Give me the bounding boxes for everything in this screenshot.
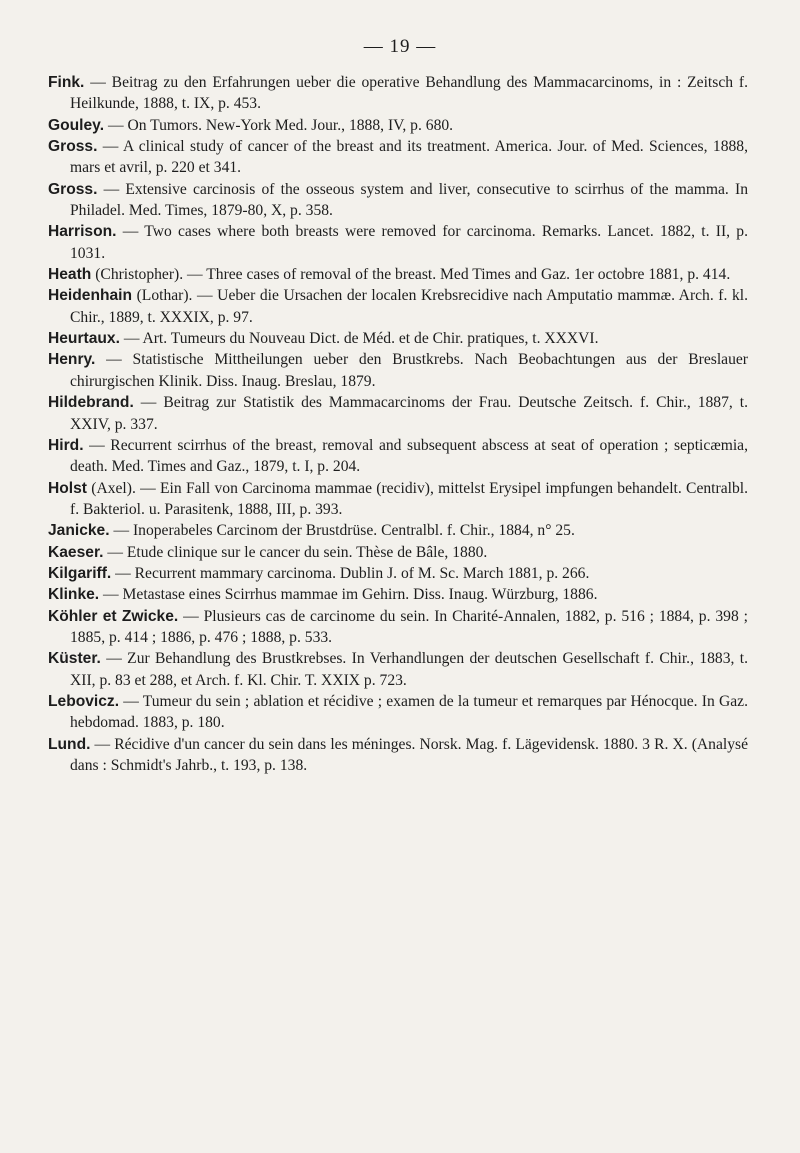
entry-text: — Inoperabeles Carcinom der Brustdrüse. Centralbl. f. Chir., 1884, n° 25. xyxy=(109,522,575,540)
entry-author: Henry. xyxy=(48,351,96,369)
entry-author: Kaeser. xyxy=(48,543,104,561)
entry-text: — Etude clinique sur le cancer du sein. Thèse de Bâle, 1880. xyxy=(103,543,488,561)
entry-author: Holst xyxy=(48,479,87,497)
bibliography-entry xyxy=(48,328,748,349)
entry-text: — A clinical study of cancer of the breast and its treatment. America. Jour. of Med. Sciences, 1888, mars et avril, p. 220 et 341. xyxy=(70,138,748,177)
entry-author: Lund. xyxy=(48,735,91,753)
entry-author: Heidenhain xyxy=(48,287,133,305)
bibliography-entry xyxy=(48,606,748,649)
bibliography-entry xyxy=(48,584,748,605)
bibliography-entry xyxy=(48,691,748,734)
entry-text: — Extensive carcinosis of the osseous system and liver, consecutive to scirrhus of the mamma. In Philadel. Med. Times, 1879-80, X, p. 358. xyxy=(70,180,748,220)
bibliography-entry xyxy=(48,520,748,541)
bibliography-entry xyxy=(48,349,748,392)
entry-text: — Recurrent scirrhus of the breast, removal and subsequent abscess at seat of operation ; septicæmia, death. Med. Times and Gaz., 1879, t. I, p. 204. xyxy=(70,436,748,476)
bibliography-entry xyxy=(48,136,748,179)
entry-author: Klinke. xyxy=(48,586,100,604)
bibliography-entry xyxy=(48,563,748,584)
entry-author: Janicke. xyxy=(48,522,110,540)
entry-text: — Recurrent mammary carcinoma. Dublin J. of M. Sc. March 1881, p. 266. xyxy=(111,564,590,582)
entry-text: — Tumeur du sein ; ablation et récidive ; examen de la tumeur et remarques par Hénocque. In Gaz. hebdomad. 1883, p. 180. xyxy=(70,692,748,732)
entry-text: — Récidive d'un cancer du sein dans les méninges. Norsk. Mag. f. Lägevidensk. 1880. 3 R. X. (Analysé dans : Schmidt's Jahrb., t. 193, p. 138. xyxy=(70,735,748,774)
bibliography-entry xyxy=(48,179,748,222)
bibliography-list xyxy=(48,72,748,776)
entry-author: Gouley. xyxy=(48,116,105,134)
bibliography-entry xyxy=(48,734,748,777)
page-number: — 19 — xyxy=(363,36,437,57)
bibliography-entry xyxy=(48,435,748,478)
bibliography-entry xyxy=(48,478,748,521)
entry-author: Lebovicz. xyxy=(48,692,120,710)
entry-author: Heath xyxy=(48,266,92,284)
bibliography-entry xyxy=(48,542,748,563)
entry-author: Kilgariff. xyxy=(48,564,112,582)
entry-author: Heurtaux. xyxy=(48,330,120,348)
entry-text: — Beitrag zu den Erfahrungen ueber die operative Behandlung des Mammacarcinoms, in : Zeitsch f. Heilkunde, 1888, t. IX, p. 453. xyxy=(70,74,748,113)
bibliography-entry xyxy=(48,72,748,115)
entry-text: (Lothar). — Ueber die Ursachen der localen Krebsrecidive nach Amputatio mammæ. Arch. f. kl. Chir., 1889, t. XXXIX, p. 97. xyxy=(70,287,748,326)
entry-author: Fink. xyxy=(48,74,85,91)
entry-text: — Art. Tumeurs du Nouveau Dict. de Méd. et de Chir. pratiques, t. XXXVI. xyxy=(119,330,599,348)
bibliography-entry xyxy=(48,221,748,264)
entry-author: Hird. xyxy=(48,436,84,454)
entry-text: — Two cases where both breasts were removed for carcinoma. Remarks. Lancet. 1882, t. II, p. 1031. xyxy=(70,223,748,262)
entry-text: — Zur Behandlung des Brustkrebses. In Verhandlungen der deutschen Gesellschaft f. Chir., 1883, t. XII, p. 83 et 288, et Arch. f. Kl. Chir. T. XXIX p. 723. xyxy=(70,650,748,689)
entry-text: — Beitrag zur Statistik des Mammacarcinoms der Frau. Deutsche Zeitsch. f. Chir., 1887, t. XXIV, p. 337. xyxy=(70,394,748,433)
entry-text: (Axel). — Ein Fall von Carcinoma mammae (recidiv), mittelst Erysipel impfungen behandelt. Centralbl. f. Bakteriol. u. Parasitenk, 1888, III, p. 393. xyxy=(70,479,748,518)
bibliography-entry xyxy=(48,264,748,285)
bibliography-entry xyxy=(48,285,748,328)
bibliography-entry xyxy=(48,392,748,435)
entry-author: Köhler et Zwicke. xyxy=(48,607,179,625)
entry-author: Gross. xyxy=(48,138,98,156)
entry-text: — Plusieurs cas de carcinome du sein. In Charité-Annalen, 1882, p. 516 ; 1884, p. 398 ; 1885, p. 414 ; 1886, p. 476 ; 1888, p. 533. xyxy=(70,607,748,646)
entry-text: — On Tumors. New-York Med. Jour., 1888, IV, p. 680. xyxy=(104,116,454,134)
bibliography-entry xyxy=(48,648,748,691)
entry-author: Harrison. xyxy=(48,223,117,241)
entry-text: — Statistische Mittheilungen ueber den Brustkrebs. Nach Beobachtungen aus der Breslauer chirurgischen Klinik. Diss. Inaug. Breslau, 1879. xyxy=(70,351,748,390)
entry-text: (Christopher). — Three cases of removal of the breast. Med Times and Gaz. 1er octobre 1881, p. 414. xyxy=(91,266,731,284)
entry-author: Gross. xyxy=(48,180,98,198)
bibliography-entry xyxy=(48,115,748,136)
entry-text: — Metastase eines Scirrhus mammae im Gehirn. Diss. Inaug. Würzburg, 1886. xyxy=(99,586,598,604)
entry-author: Hildebrand. xyxy=(48,394,134,412)
entry-author: Küster. xyxy=(48,650,101,668)
